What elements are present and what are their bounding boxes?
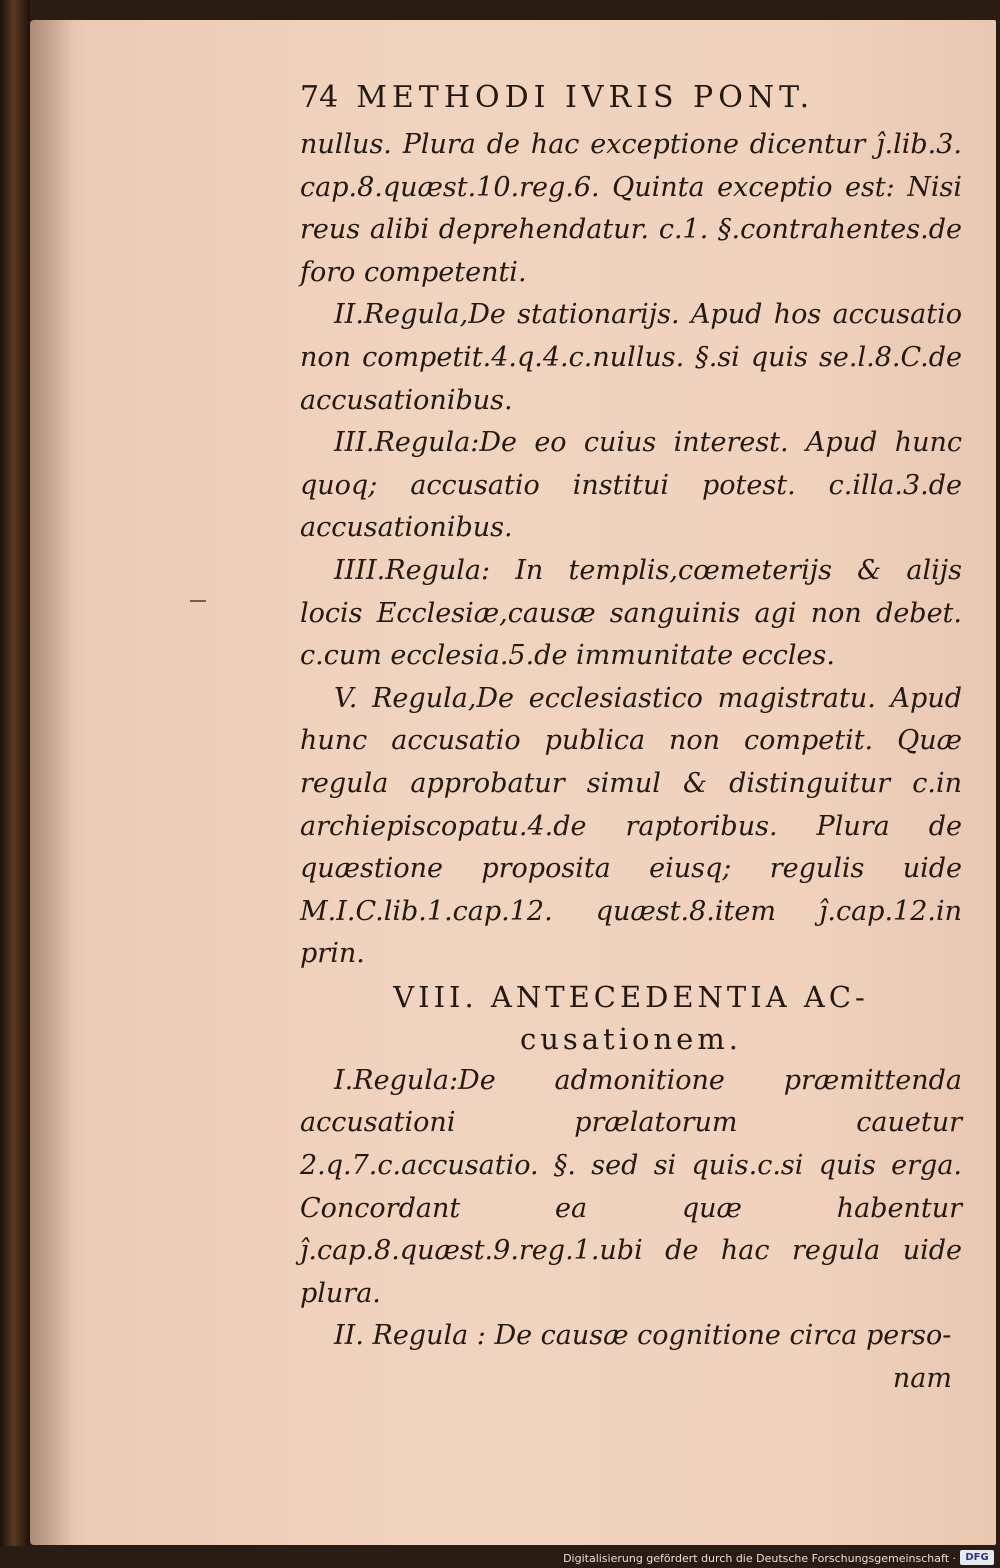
paragraph-section8-regula-2: II. Regula : De causæ cognitione circa perso- xyxy=(334,1320,952,1352)
margin-mark xyxy=(190,600,206,602)
paragraph-continuation: nullus. Plura de hac exceptione dicentur ĵ.lib.3. cap.8.quæst.10.reg.6. Quinta exceptio est: Nisi reus alibi deprehendatur. c.1. §.contrahentes.de foro competenti. xyxy=(300,129,962,288)
paragraph-section8-regula-1: I.Regula:De admonitione præmittenda accusationi prælatorum cauetur 2.q.7.c.accusatio. §. sed si quis.c.si quis erga. Concordant ea quæ habentur ĵ.cap.8.quæst.9.reg.1.ubi de hac regula uide plura. xyxy=(300,1064,962,1309)
page-number: 74 xyxy=(300,80,339,115)
paragraph-regula-3: III.Regula:De eo cuius interest. Apud hunc quoq; accusatio institui potest. c.illa.3.de accusationibus. xyxy=(300,427,962,544)
text-block xyxy=(300,72,962,1401)
paragraph-regula-2: II.Regula,De stationarijs. Apud hos accusatio non competit.4.q.4.c.nullus. §.si quis se.l.8.C.de accusationibus. xyxy=(300,299,962,416)
paragraph-regula-5: V. Regula,De ecclesiastico magistratu. Apud hunc accusatio publica non competit. Quæ regula approbatur simul & distinguitur c.in archiepiscopatu.4.de raptoribus. Plura de quæstione proposita eiusq; regulis uide M.I.C.lib.1.cap.12. quæst.8.item ĵ.cap.12.in prin. xyxy=(300,682,962,970)
funding-credit: Digitalisierung gefördert durch die Deutsche Forschungsgemeinschaft · xyxy=(563,1552,956,1565)
gutter-shadow xyxy=(30,20,74,1545)
section-heading-line-1: VIII. ANTECEDENTIA AC- xyxy=(393,979,869,1014)
catchword: nam xyxy=(892,1363,952,1395)
dfg-logo-icon: DFG xyxy=(960,1550,994,1565)
running-title: METHODI IVRIS PONT. xyxy=(356,80,815,115)
section-heading-line-2: cusationem. xyxy=(519,1021,743,1056)
running-header xyxy=(300,72,962,124)
paragraph-regula-4: IIII.Regula: In templis,cœmeterijs & alijs locis Ecclesiæ,causæ sanguinis agi non debet. c.cum ecclesia.5.de immunitate eccles. xyxy=(300,554,962,672)
footer-bar xyxy=(0,1546,1000,1568)
book-spine xyxy=(0,0,30,1568)
